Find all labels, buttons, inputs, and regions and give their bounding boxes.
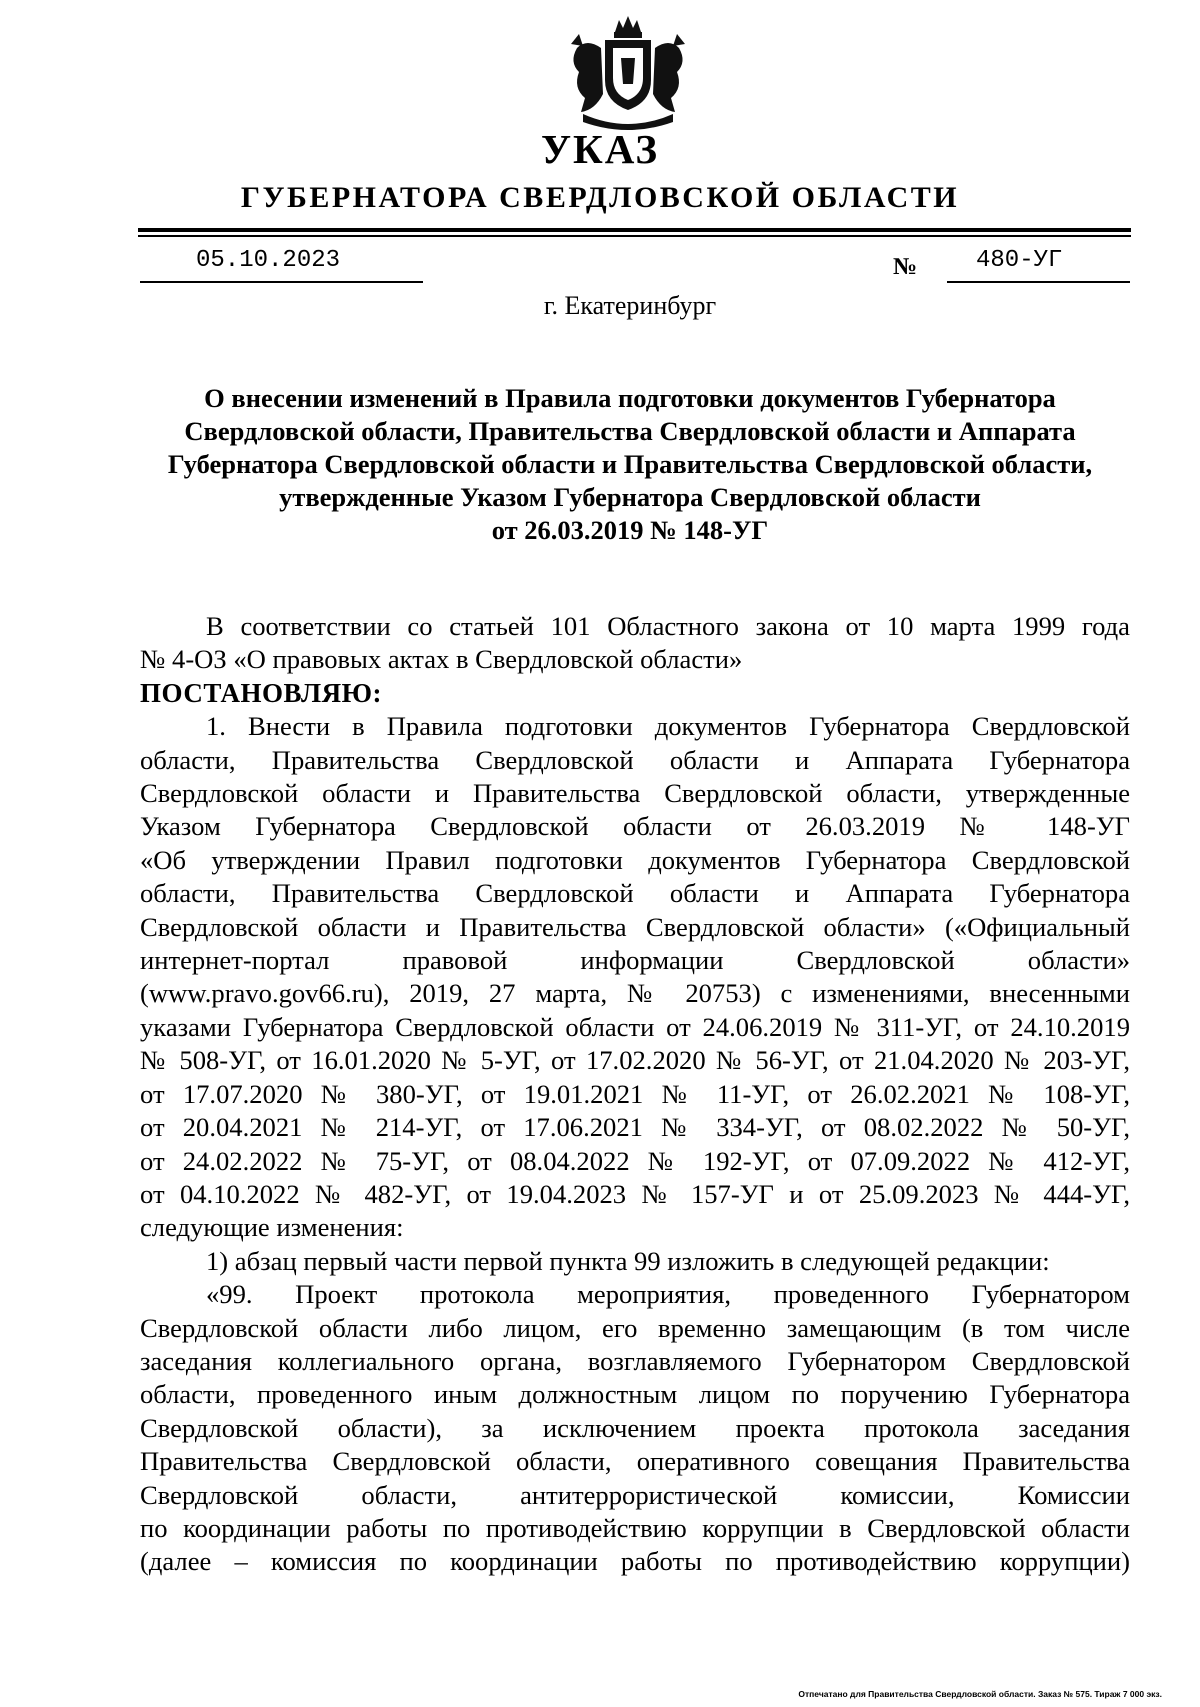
item1-line: № 508-УГ, от 16.01.2020 № 5-УГ, от 17.02.2020 № 56-УГ, от 21.04.2020 № 203-УГ, <box>140 1045 1130 1076</box>
document-title: УКАЗ <box>540 126 660 172</box>
coat-of-arms-icon <box>565 14 691 132</box>
heading-line: О внесении изменений в Правила подготовки документов Губернатора <box>204 383 1056 413</box>
heading-line: от 26.03.2019 № 148-УГ <box>491 515 769 545</box>
subitem-line: 1) абзац первый части первой пункта 99 изложить в следующей редакции: <box>206 1245 1050 1276</box>
decree-word: ПОСТАНОВЛЯЮ: <box>140 677 382 708</box>
heading-line: Губернатора Свердловской области и Правительства Свердловской области, <box>167 449 1093 479</box>
item1-line: следующие изменения: <box>140 1212 404 1243</box>
item1-line: области, Правительства Свердловской области и Аппарата Губернатора <box>140 744 1130 775</box>
quote-line: Правительства Свердловской области, оперативного совещания Правительства <box>140 1446 1130 1477</box>
item1-line: указами Губернатора Свердловской области от 24.06.2019 № 311-УГ, от 24.10.2019 <box>140 1011 1130 1042</box>
item1-line: Указом Губернатора Свердловской области от 26.03.2019 № 148-УГ <box>140 811 1130 842</box>
date-underline <box>140 281 423 283</box>
document-body <box>140 610 1130 1579</box>
item1-line: от 20.04.2021 № 214-УГ, от 17.06.2021 № 334-УГ, от 08.02.2022 № 50-УГ, <box>140 1112 1130 1143</box>
header-divider-thin <box>138 235 1131 237</box>
quote-line: области, проведенного иным должностным лицом по поручению Губернатора <box>140 1379 1130 1410</box>
print-note: Отпечатано для Правительства Свердловской области. Заказ № 575. Тираж 7 000 экз. <box>798 1689 1162 1699</box>
heading-line: утвержденные Указом Губернатора Свердловской области <box>279 482 981 512</box>
number-sign: № <box>893 254 918 280</box>
item1-line: интернет-портал правовой информации Свердловской области» <box>140 945 1130 976</box>
quote-line: Свердловской области либо лицом, его временно замещающим (в том числе <box>140 1312 1130 1343</box>
heading-line: Свердловской области, Правительства Свердловской области и Аппарата <box>184 416 1076 446</box>
item1-line: Свердловской области и Правительства Свердловской области» («Официальный <box>140 911 1130 942</box>
quote-line: заседания коллегиального органа, возглавляемого Губернатором Свердловской <box>140 1345 1130 1376</box>
document-city: г. Екатеринбург <box>543 291 717 320</box>
document-date: 05.10.2023 <box>196 247 341 274</box>
item1-line: Свердловской области и Правительства Свердловской области, утвержденные <box>140 778 1130 809</box>
quote-line: (далее – комиссия по координации работы по противодействию коррупции) <box>140 1546 1130 1577</box>
quote-line: Свердловской области, антитеррористической комиссии, Комиссии <box>140 1479 1130 1510</box>
item1-line: 1. Внести в Правила подготовки документов Губернатора Свердловской <box>206 711 1130 742</box>
document-heading <box>110 382 1150 547</box>
document-number: 480-УГ <box>976 247 1063 274</box>
preamble-line: В соответствии со статьей 101 Областного закона от 10 марта 1999 года <box>206 611 1130 641</box>
quote-line: «99. Проект протокола мероприятия, проведенного Губернатором <box>206 1279 1130 1310</box>
preamble-line: № 4-ОЗ «О правовых актах в Свердловской области» <box>140 644 743 675</box>
number-underline <box>947 281 1130 283</box>
item1-line: от 17.07.2020 № 380-УГ, от 19.01.2021 № 11-УГ, от 26.02.2021 № 108-УГ, <box>140 1078 1130 1109</box>
quote-line: по координации работы по противодействию коррупции в Свердловской области <box>140 1512 1130 1543</box>
header-divider-thick <box>138 228 1131 232</box>
issuer-title: ГУБЕРНАТОРА СВЕРДЛОВСКОЙ ОБЛАСТИ <box>240 181 960 214</box>
item1-line: области, Правительства Свердловской области и Аппарата Губернатора <box>140 878 1130 909</box>
item1-line: (www.pravo.gov66.ru), 2019, 27 марта, № 20753) с изменениями, внесенными <box>140 978 1130 1009</box>
item1-line: от 24.02.2022 № 75-УГ, от 08.04.2022 № 192-УГ, от 07.09.2022 № 412-УГ, <box>140 1145 1130 1176</box>
quote-line: Свердловской области), за исключением проекта протокола заседания <box>140 1412 1130 1443</box>
item1-line: «Об утверждении Правил подготовки документов Губернатора Свердловской <box>140 844 1130 875</box>
item1-line: от 04.10.2022 № 482-УГ, от 19.04.2023 № 157-УГ и от 25.09.2023 № 444-УГ, <box>140 1178 1130 1209</box>
